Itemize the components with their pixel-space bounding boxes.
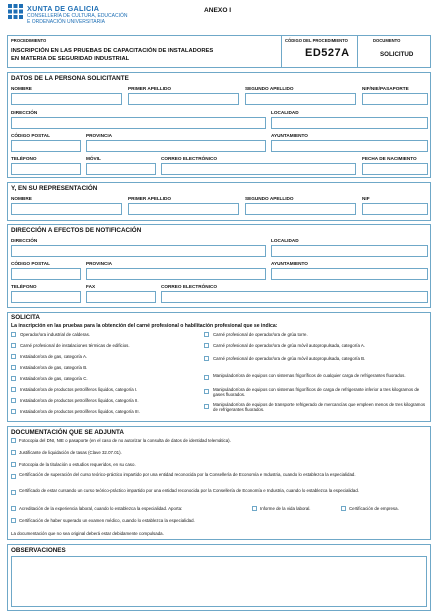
notif-correo-label: CORREO ELECTRÓNICO <box>161 284 217 289</box>
notif-localidad-field[interactable] <box>271 245 428 257</box>
rep-nif-label: NIF <box>362 196 370 201</box>
doc-checkbox-3[interactable] <box>11 474 16 479</box>
applicant-correo-label: CORREO ELECTRÓNICO <box>161 156 217 161</box>
option-right-1: Carné profesional de operador/ora de grúa móvil autopropulsada, categoría A. <box>213 343 366 348</box>
applicant-telefono-label: TELÉFONO <box>11 156 37 161</box>
option-left-7: Instalador/ora de productos petrolíferos líquidos, categoría III. <box>20 409 140 414</box>
doc-item-5: Acreditación de la experiencia laboral, cuando lo establezca la especialidad. Aporta: <box>19 506 183 511</box>
rep-primer-apellido-label: PRIMER APELLIDO <box>128 196 172 201</box>
doc-checkbox-6[interactable] <box>11 518 16 523</box>
procedure-divider-1 <box>281 35 282 68</box>
notif-localidad-label: LOCALIDAD <box>271 238 299 243</box>
applicant-telefono-field[interactable] <box>11 163 81 175</box>
doc-note: La documentación que no sea original deberá estar debidamente compulsada. <box>11 531 164 536</box>
checkbox-left-4[interactable] <box>11 376 16 381</box>
option-right-2: Carné profesional de operador/ora de grúa móvil autopropulsada, categoría B. <box>213 356 366 361</box>
checkbox-left-6[interactable] <box>11 398 16 403</box>
doc-checkbox-1[interactable] <box>11 450 16 455</box>
solicita-intro: La inscripción en las pruebas para la obtención del carné profesional o habilitación profesional que se indica: <box>11 323 278 329</box>
notif-ayuntamiento-field[interactable] <box>271 268 428 280</box>
procedure-title-line2: EN MATERIA DE SEGURIDAD INDUSTRIAL <box>11 56 130 62</box>
applicant-ayuntamiento-field[interactable] <box>271 140 428 152</box>
option-left-1: Carné profesional de instalaciones térmicas de edificios. <box>20 343 130 348</box>
option-right-0: Carné profesional de operador/ora de grúa torre. <box>213 332 308 337</box>
applicant-localidad-label: LOCALIDAD <box>271 110 299 115</box>
applicant-direccion-field[interactable] <box>11 117 266 129</box>
applicant-fecha-field[interactable] <box>362 163 428 175</box>
option-left-6: Instalador/ora de productos petrolíferos líquidos, categoría II. <box>20 398 139 403</box>
applicant-localidad-field[interactable] <box>271 117 428 129</box>
option-right-5: Manipulador/ora de equipos de transporte refrigerado de mercancías que empleen menos de tres kilogramos de refrigerantes fluorados. <box>213 402 426 413</box>
doc-checkbox-vida-laboral[interactable] <box>252 506 257 511</box>
applicant-movil-field[interactable] <box>86 163 156 175</box>
notif-fax-label: FAX <box>86 284 96 289</box>
checkbox-right-4[interactable] <box>204 389 209 394</box>
checkbox-right-5[interactable] <box>204 404 209 409</box>
applicant-primer-apellido-field[interactable] <box>128 93 239 105</box>
checkbox-left-5[interactable] <box>11 387 16 392</box>
department-line2: E ORDENACIÓN UNIVERSITARIA <box>27 19 105 25</box>
procedure-code-value: ED527A <box>305 47 350 59</box>
applicant-provincia-label: PROVINCIA <box>86 133 113 138</box>
applicant-direccion-label: DIRECCIÓN <box>11 110 38 115</box>
rep-nif-field[interactable] <box>362 203 428 215</box>
applicant-segundo-apellido-field[interactable] <box>245 93 356 105</box>
notif-telefono-label: TELÉFONO <box>11 284 37 289</box>
option-right-3: Manipulador/ora de equipos con sistemas frigoríficos de cualquier carga de refrigerantes fluorados. <box>213 373 406 378</box>
procedure-title-line1: INSCRIPCIÓN EN LAS PRUEBAS DE CAPACITACIÓN DE INSTALADORES <box>11 48 214 54</box>
annex-title: ANEXO I <box>204 7 232 14</box>
procedure-code-label: CÓDIGO DEL PROCEDIMIENTO <box>285 38 348 43</box>
doc-item-1: Justificante de liquidación de tasas (Clave 32.07.01). <box>19 450 122 455</box>
xunta-logo <box>8 4 23 22</box>
doc-checkbox-2[interactable] <box>11 462 16 467</box>
checkbox-right-0[interactable] <box>204 332 209 337</box>
rep-segundo-apellido-label: SEGUNDO APELLIDO <box>245 196 294 201</box>
department-line1: CONSELLERÍA DE CULTURA, EDUCACIÓN <box>27 13 128 19</box>
checkbox-right-1[interactable] <box>204 343 209 348</box>
checkbox-right-3[interactable] <box>204 375 209 380</box>
observaciones-title: OBSERVACIONES <box>11 547 66 554</box>
doc-item-0: Fotocopia del DNI, NIE o pasaporte (en el caso de no autorizar la consulta de datos de identidad telemática). <box>19 438 231 443</box>
doc-checkbox-0[interactable] <box>11 438 16 443</box>
notif-ayuntamiento-label: AYUNTAMIENTO <box>271 261 308 266</box>
applicant-nombre-label: NOMBRE <box>11 86 32 91</box>
rep-primer-apellido-field[interactable] <box>128 203 239 215</box>
applicant-fecha-label: FECHA DE NACIMIENTO <box>362 156 417 161</box>
applicant-provincia-field[interactable] <box>86 140 266 152</box>
notif-fax-field[interactable] <box>86 291 156 303</box>
option-left-3: Instalador/ora de gas, categoría B. <box>20 365 88 370</box>
solicita-left-list <box>11 331 201 419</box>
doc-checkbox-4[interactable] <box>11 490 16 495</box>
applicant-ayuntamiento-label: AYUNTAMIENTO <box>271 133 308 138</box>
observaciones-textarea[interactable] <box>11 556 427 607</box>
notif-cp-label: CÓDIGO POSTAL <box>11 261 50 266</box>
doc-item-2: Fotocopia de la titulación o estudios requeridos, en su caso. <box>19 462 136 467</box>
notif-provincia-label: PROVINCIA <box>86 261 113 266</box>
checkbox-right-2[interactable] <box>204 356 209 361</box>
applicant-movil-label: MÓVIL <box>86 156 101 161</box>
document-label: DOCUMENTO <box>373 38 401 43</box>
rep-nombre-field[interactable] <box>11 203 122 215</box>
doc-vida-laboral-label: Informe de la vida laboral. <box>260 506 311 511</box>
doc-item-6: Certificación de haber superado un examen médico, cuando lo establezca la especialidad. <box>19 518 195 523</box>
notif-correo-field[interactable] <box>161 291 428 303</box>
notification-title: DIRECCIÓN A EFECTOS DE NOTIFICACIÓN <box>11 227 142 234</box>
applicant-primer-apellido-label: PRIMER APELLIDO <box>128 86 172 91</box>
representative-title: Y, EN SU REPRESENTACIÓN <box>11 185 98 192</box>
doc-empresa-label: Certificación de empresa. <box>349 506 399 511</box>
applicant-nif-label: NIF/NIE/PASAPORTE <box>362 86 409 91</box>
doc-checkbox-5[interactable] <box>11 506 16 511</box>
applicant-title: DATOS DE LA PERSONA SOLICITANTE <box>11 75 129 82</box>
applicant-cp-label: CÓDIGO POSTAL <box>11 133 50 138</box>
procedure-label: PROCEDIMIENTO <box>11 38 47 43</box>
documentacion-title: DOCUMENTACIÓN QUE SE ADJUNTA <box>11 429 124 436</box>
applicant-nif-field[interactable] <box>362 93 428 105</box>
option-left-4: Instalador/ora de gas, categoría C. <box>20 376 88 381</box>
notif-cp-field[interactable] <box>11 268 81 280</box>
procedure-divider-2 <box>357 35 358 68</box>
applicant-segundo-apellido-label: SEGUNDO APELLIDO <box>245 86 294 91</box>
notif-direccion-label: DIRECCIÓN <box>11 238 38 243</box>
option-left-2: Instalador/ora de gas, categoría A. <box>20 354 88 359</box>
doc-item-3: Certificación de superación del curso teórico-práctico impartido por una entidad reconocida por la Consellería de Economía e Industria, cuando lo establezca la especialidad. <box>19 472 356 477</box>
document-value: SOLICITUD <box>380 51 414 58</box>
option-right-4: Manipulador/ora de equipos con sistemas frigoríficos de carga de refrigerante inferior a tres kilogramos de gases fluorados. <box>213 387 420 398</box>
doc-item-4: Certificado de estar cursando un curso teórico-práctico impartido por una entidad reconocida por la Consellería de Economía e Industria, cuando lo establezca la especialidad. <box>19 488 359 493</box>
option-left-5: Instalador/ora de productos petrolíferos líquidos, categoría I. <box>20 387 138 392</box>
checkbox-left-2[interactable] <box>11 354 16 359</box>
brand-name: XUNTA DE GALICIA <box>27 4 100 13</box>
applicant-cp-field[interactable] <box>11 140 81 152</box>
doc-checkbox-empresa[interactable] <box>341 506 346 511</box>
solicita-title: SOLICITA <box>11 314 40 321</box>
rep-nombre-label: NOMBRE <box>11 196 32 201</box>
checkbox-left-7[interactable] <box>11 409 16 414</box>
rep-segundo-apellido-field[interactable] <box>245 203 356 215</box>
applicant-correo-field[interactable] <box>161 163 356 175</box>
option-left-0: Operador/ora industrial de calderas. <box>20 332 91 337</box>
checkbox-left-3[interactable] <box>11 365 16 370</box>
checkbox-left-1[interactable] <box>11 343 16 348</box>
solicita-right-list <box>204 331 428 419</box>
notif-direccion-field[interactable] <box>11 245 266 257</box>
applicant-nombre-field[interactable] <box>11 93 122 105</box>
notif-telefono-field[interactable] <box>11 291 81 303</box>
checkbox-left-0[interactable] <box>11 332 16 337</box>
notif-provincia-field[interactable] <box>86 268 266 280</box>
